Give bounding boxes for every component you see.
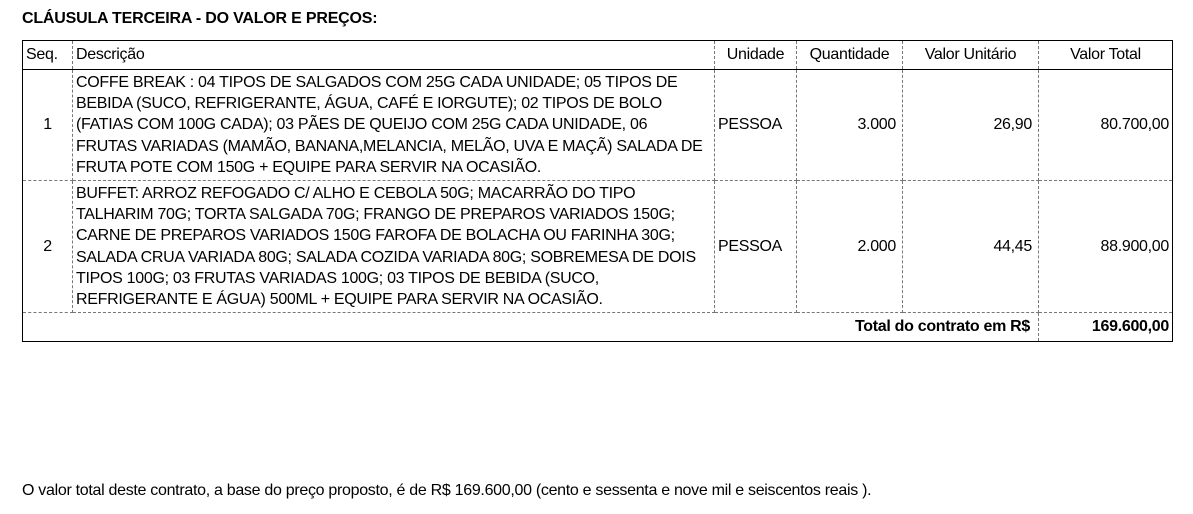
clause-heading: CLÁUSULA TERCEIRA - DO VALOR E PREÇOS:: [22, 10, 378, 27]
header-quantidade: Quantidade: [797, 41, 903, 70]
total-row: [23, 313, 1173, 342]
row-unidade: PESSOA: [715, 181, 797, 313]
row-valor-total: 88.900,00: [1039, 181, 1173, 313]
header-descricao: Descrição: [73, 41, 715, 70]
row-quantidade: 3.000: [797, 70, 903, 181]
table-header-row: [23, 41, 1173, 70]
price-table: [22, 40, 1173, 342]
row-descricao: COFFE BREAK : 04 TIPOS DE SALGADOS COM 25G CADA UNIDADE; 05 TIPOS DE BEBIDA (SUCO, REFRIGERANTE, ÁGUA, CAFÉ E IORGUTE); 02 TIPOS DE BOLO (FATIAS COM 100G CADA); 03 PÃES DE QUEIJO COM 25G CADA UNIDADE, 06 FRUTAS VARIADAS (MAMÃO, BANANA,MELANCIA, MELÃO, UVA E MAÇÃ) SALADA DE FRUTA POTE COM 150G + EQUIPE PARA SERVIR NA OCASIÃO.: [73, 70, 715, 181]
table-row: [23, 70, 1173, 181]
header-unidade: Unidade: [715, 41, 797, 70]
contract-value-statement: O valor total deste contrato, a base do preço proposto, é de R$ 169.600,00 (cento e sessenta e nove mil e seiscentos reais ).: [22, 482, 872, 499]
row-seq: 1: [23, 70, 73, 181]
row-valor-total: 80.700,00: [1039, 70, 1173, 181]
total-label: Total do contrato em R$: [23, 313, 1039, 342]
header-seq: Seq.: [23, 41, 73, 70]
table-row: [23, 181, 1173, 313]
row-quantidade: 2.000: [797, 181, 903, 313]
row-descricao: BUFFET: ARROZ REFOGADO C/ ALHO E CEBOLA 50G; MACARRÃO DO TIPO TALHARIM 70G; TORTA SALGADA 70G; FRANGO DE PREPAROS VARIADOS 150G; CARNE DE PREPAROS VARIADOS 150G FAROFA DE BOLACHA OU FARINHA 30G; SALADA CRUA VARIADA 80G; SALADA COZIDA VARIADA 80G; SOBREMESA DE DOIS TIPOS 100G; 03 FRUTAS VARIADAS 100G; 03 TIPOS DE BEBIDA (SUCO, REFRIGERANTE E ÁGUA) 500ML + EQUIPE PARA SERVIR NA OCASIÃO.: [73, 181, 715, 313]
header-valor-unitario: Valor Unitário: [903, 41, 1039, 70]
row-seq: 2: [23, 181, 73, 313]
row-valor-unitario: 44,45: [903, 181, 1039, 313]
row-unidade: PESSOA: [715, 70, 797, 181]
row-valor-unitario: 26,90: [903, 70, 1039, 181]
header-valor-total: Valor Total: [1039, 41, 1173, 70]
total-value: 169.600,00: [1039, 313, 1173, 342]
